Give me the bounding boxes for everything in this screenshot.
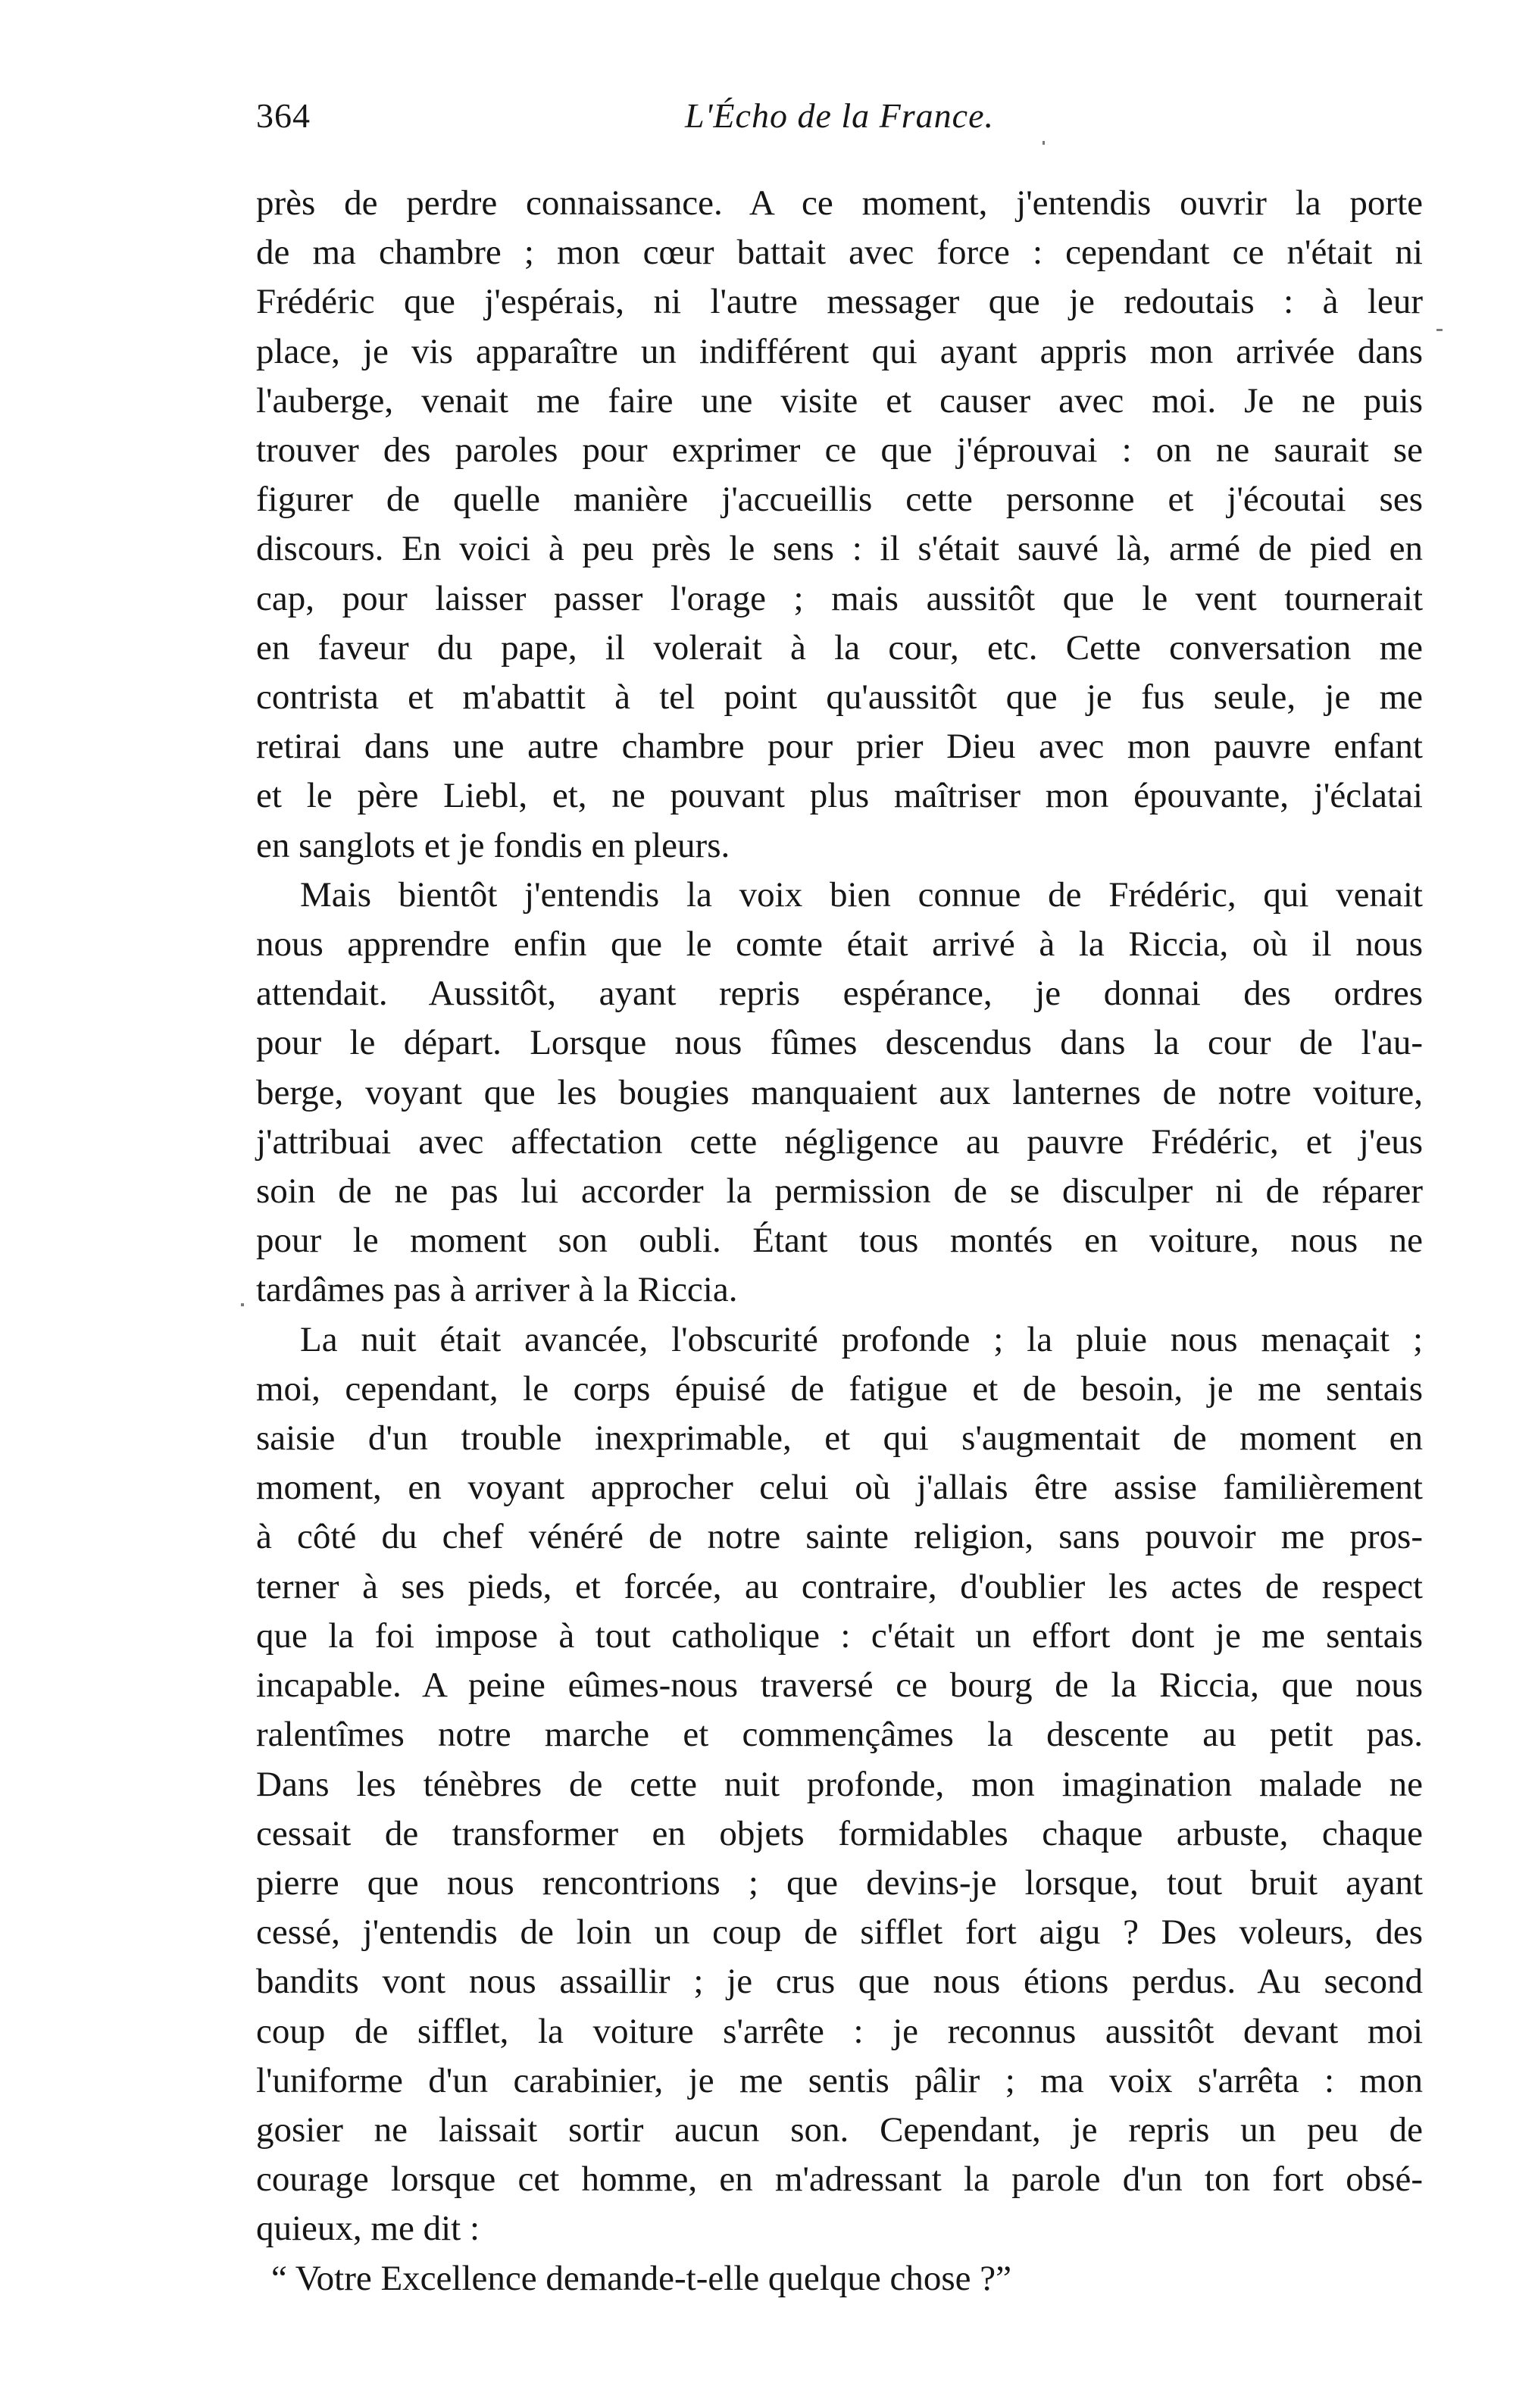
text-line: pour le départ. Lorsque nous fûmes descendus dans la cour de l'au- [256,1023,1423,1063]
text-line: figurer de quelle manière j'accueillis cette personne et j'écoutai ses [256,480,1423,520]
margin-mark [241,1303,244,1306]
text-line: courage lorsque cet homme, en m'adressant la parole d'un ton fort obsé- [256,2159,1423,2200]
text-line: bandits vont nous assaillir ; je crus que nous étions perdus. Au second [256,1962,1423,2002]
text-line: cap, pour laisser passer l'orage ; mais aussitôt que le vent tournerait [256,578,1423,618]
text-line: l'uniforme d'un carabinier, je me sentis pâlir ; ma voix s'arrêta : mon [256,2060,1423,2100]
margin-mark [1436,329,1443,331]
text-line: nous apprendre enfin que le comte était arrivé à la Riccia, où il nous [256,924,1423,965]
text-line: pierre que nous rencontrions ; que devins-je lorsque, tout bruit ayant [256,1862,1423,1903]
quotation-line: “ Votre Excellence demande-t-elle quelque chose ?” [271,2258,1011,2298]
text-line: j'attribuai avec affectation cette négligence au pauvre Frédéric, et j'eus [256,1121,1423,1162]
body-text [256,179,1423,2303]
text-line: près de perdre connaissance. A ce moment, j'entendis ouvrir la porte [256,183,1423,223]
text-line: que la foi impose à tout catholique : c'était un effort dont je me sentais [256,1615,1423,1656]
text-line: attendait. Aussitôt, ayant repris espérance, je donnai des ordres [256,974,1423,1014]
text-line: berge, voyant que les bougies manquaient aux lanternes de notre voiture, [256,1072,1423,1112]
text-line: l'auberge, venait me faire une visite et causer avec moi. Je ne puis [256,380,1423,421]
text-line: coup de sifflet, la voiture s'arrête : je reconnus aussitôt devant moi [256,2011,1423,2051]
text-line: gosier ne laissait sortir aucun son. Cependant, je repris un peu de [256,2109,1423,2150]
text-line: en sanglots et je fondis en pleurs. [256,825,730,865]
margin-mark [1043,141,1045,145]
text-line: à côté du chef vénéré de notre sainte religion, sans pouvoir me pros- [256,1517,1423,1557]
text-line: Dans les ténèbres de cette nuit profonde, mon imagination malade ne [256,1764,1423,1804]
text-line: incapable. A peine eûmes-nous traversé ce bourg de la Riccia, que nous [256,1665,1423,1706]
text-line: pour le moment son oubli. Étant tous montés en voiture, nous ne [256,1221,1423,1261]
page-number: 364 [256,96,311,135]
text-line: moment, en voyant approcher celui où j'allais être assise familièrement [256,1468,1423,1508]
text-line: trouver des paroles pour exprimer ce que j'éprouvai : on ne saurait se [256,430,1423,471]
text-line: terner à ses pieds, et forcée, au contraire, d'oublier les actes de respect [256,1566,1423,1606]
text-line: et le père Liebl, et, ne pouvant plus maîtriser mon épouvante, j'éclatai [256,776,1423,816]
text-line: ralentîmes notre marche et commençâmes la descente au petit pas. [256,1715,1423,1755]
text-line: La nuit était avancée, l'obscurité profonde ; la pluie nous menaçait ; [300,1319,1423,1359]
text-line: Frédéric que j'espérais, ni l'autre messager que je redoutais : à leur [256,282,1423,322]
text-line: retirai dans une autre chambre pour prier Dieu avec mon pauvre enfant [256,727,1423,767]
text-line: de ma chambre ; mon cœur battait avec force : cependant ce n'était ni [256,233,1423,273]
text-line: Mais bientôt j'entendis la voix bien connue de Frédéric, qui venait [300,874,1423,915]
text-line: place, je vis apparaître un indifférent qui ayant appris mon arrivée dans [256,331,1423,371]
text-line: discours. En voici à peu près le sens : il s'était sauvé là, armé de pied en [256,529,1423,569]
running-head [256,89,1423,142]
text-line: cessait de transformer en objets formidables chaque arbuste, chaque [256,1813,1423,1853]
text-line: tardâmes pas à arriver à la Riccia. [256,1270,738,1310]
text-line: quieux, me dit : [256,2209,480,2249]
text-line: saisie d'un trouble inexprimable, et qui s'augmentait de moment en [256,1418,1423,1459]
text-line: contrista et m'abattit à tel point qu'aussitôt que je fus seule, je me [256,677,1423,718]
text-line: en faveur du pape, il volerait à la cour, etc. Cette conversation me [256,627,1423,668]
text-line: cessé, j'entendis de loin un coup de sifflet fort aigu ? Des voleurs, des [256,1912,1423,1953]
running-title: L'Écho de la France. [685,96,994,135]
text-line: soin de ne pas lui accorder la permission de se disculper ni de réparer [256,1171,1423,1212]
text-line: moi, cependant, le corps épuisé de fatigue et de besoin, je me sentais [256,1368,1423,1409]
